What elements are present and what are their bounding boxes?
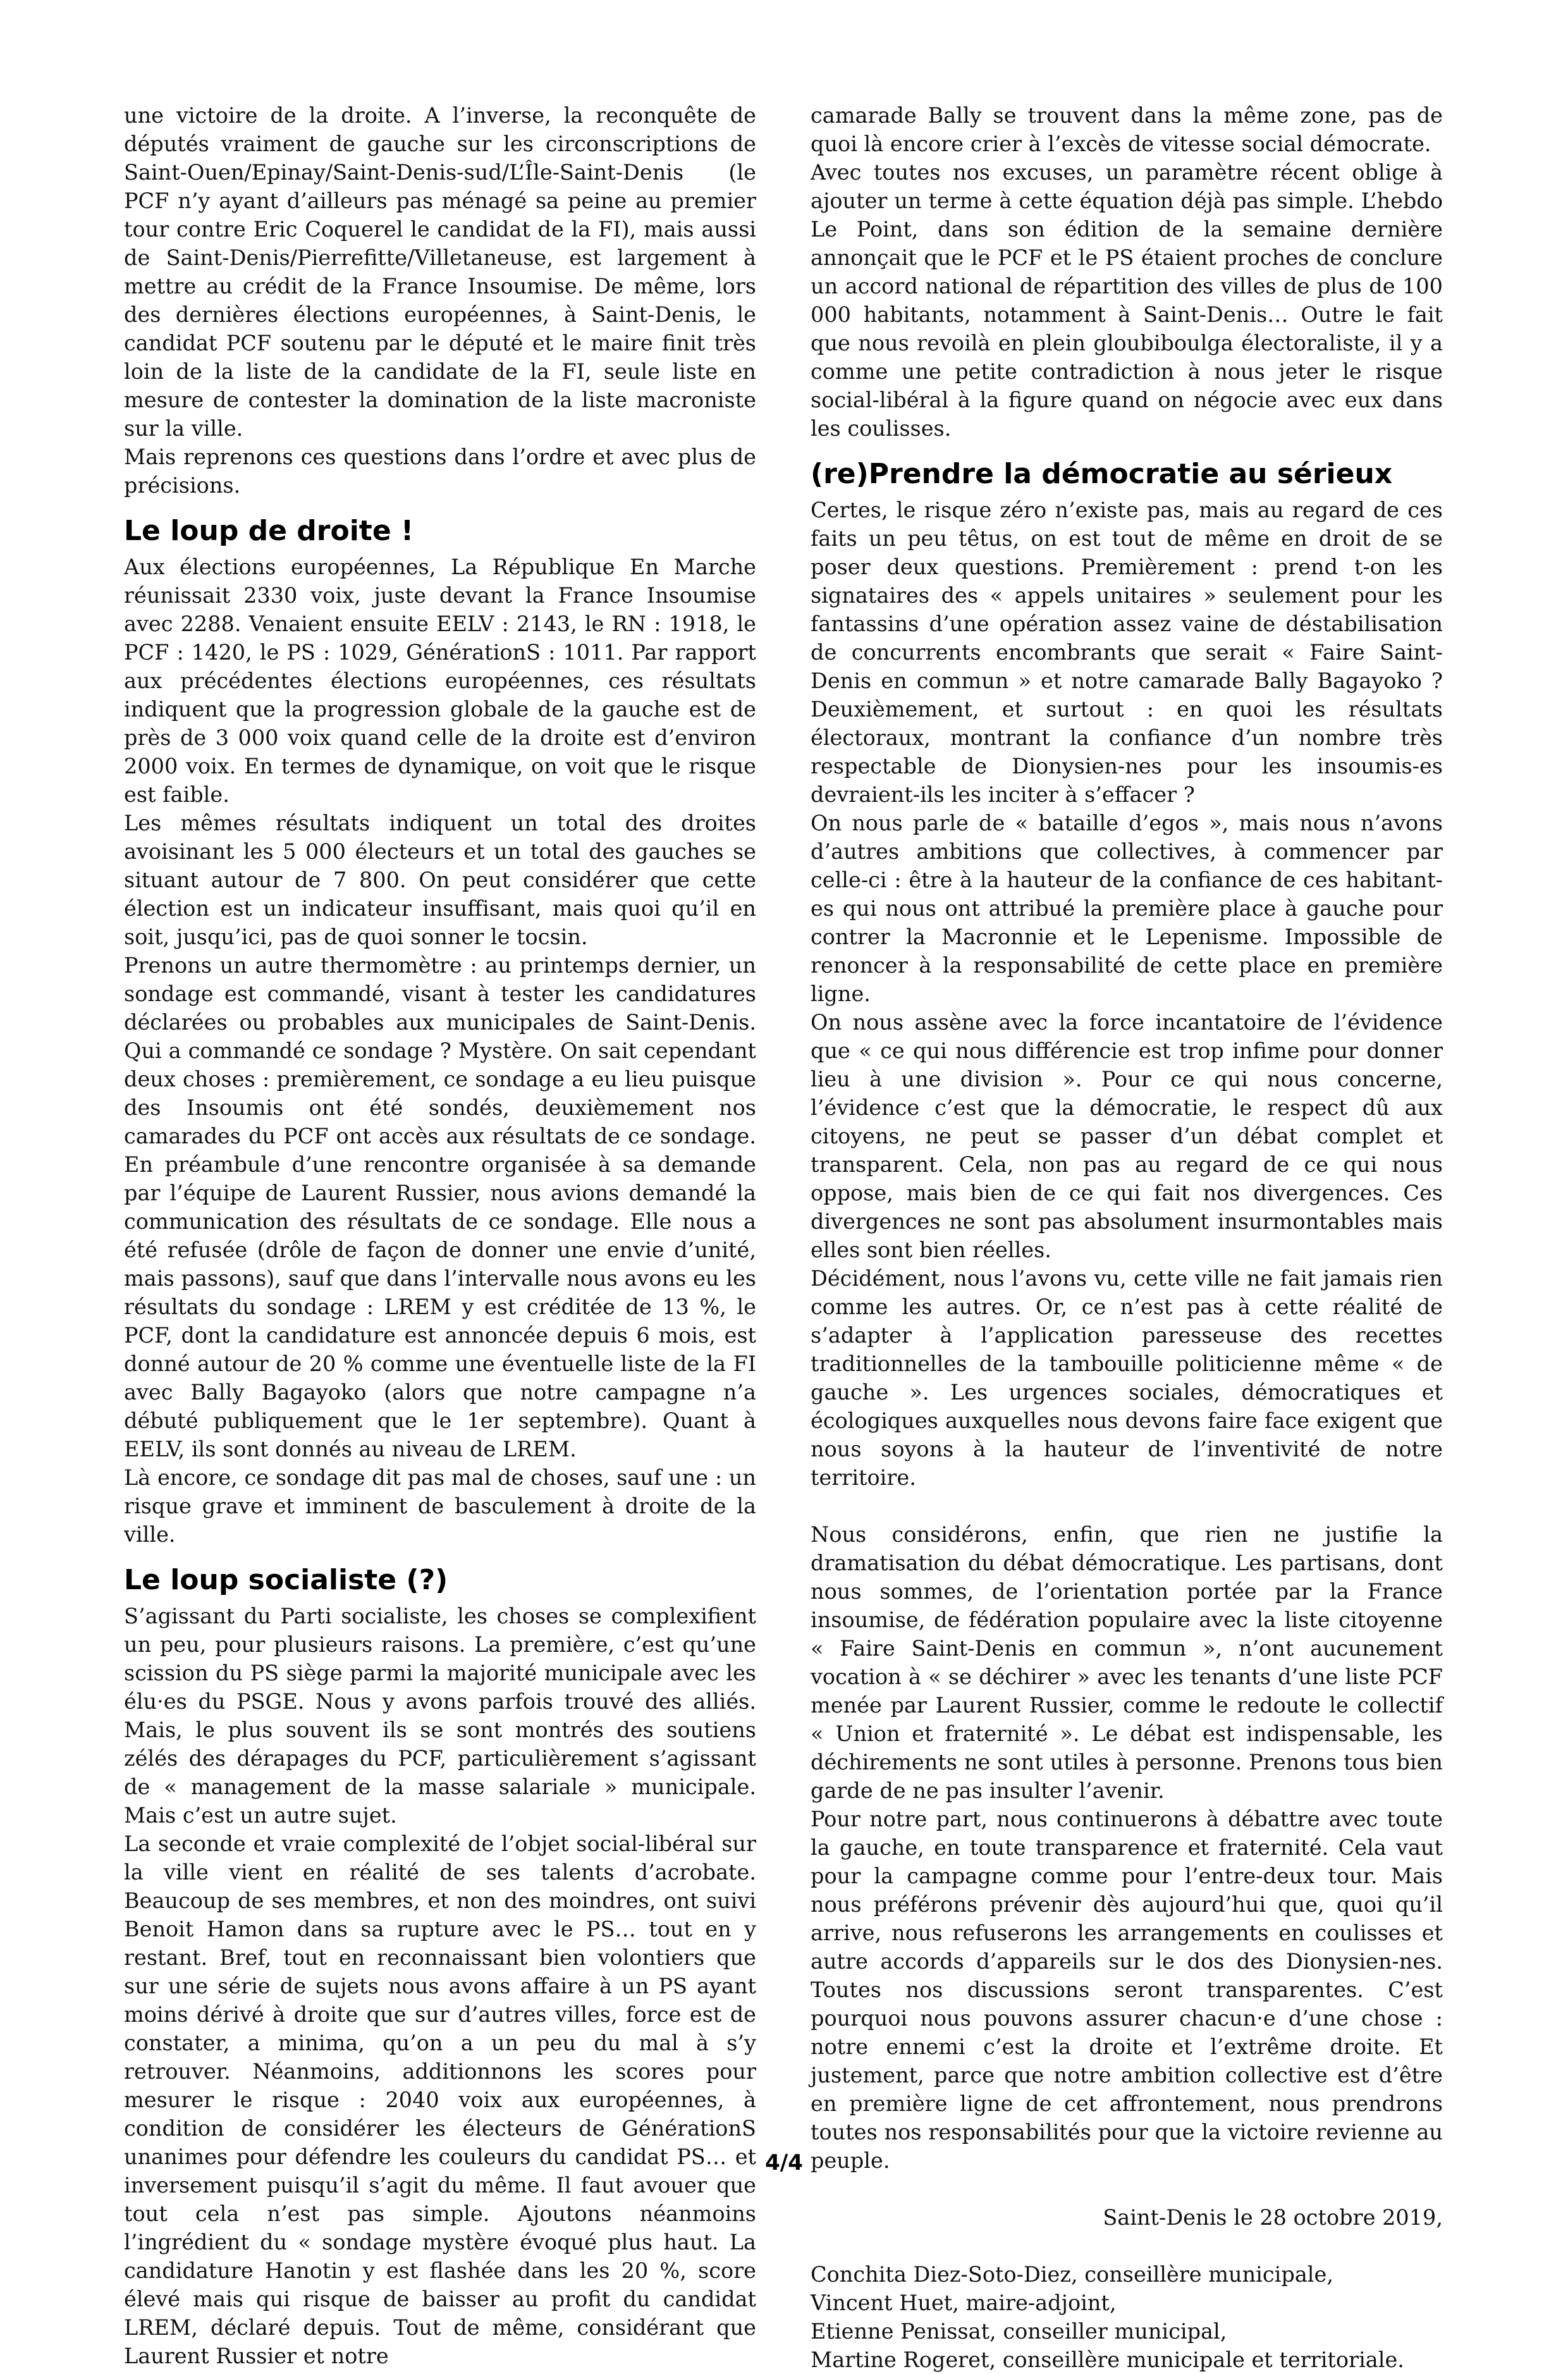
paragraph: Là encore, ce sondage dit pas mal de choses, sauf une : un risque grave et imminent de basculement à droite de la ville.	[124, 1465, 756, 1547]
paragraph: Avec toutes nos excuses, un paramètre récent oblige à ajouter un terme à cette équation déjà pas simple. L’hebdo Le Point, dans son édition de la semaine dernière annonçait que le PCF et le PS étaient proches de conclure un accord national de répartition des villes de plus de 100 000 habitants, notamment à Saint-Denis… Outre le fait que nous revoilà en plein gloubiboulga électoraliste, il y a comme une petite contradiction à nous jeter le risque social-libéral à la figure quand on négocie avec eux dans les coulisses.	[811, 160, 1443, 441]
paragraph: Décidément, nous l’avons vu, cette ville ne fait jamais rien comme les autres. Or, ce n’est pas à cette réalité de s’adapter à l’application paresseuse des recettes traditionnelles de la tambouille politicienne même « de gauche ». Les urgences sociales, démocratiques et écologiques auxquelles nous devons faire face exigent que nous soyons à la hauteur de l’inventivité de notre territoire.	[811, 1266, 1443, 1490]
left-column	[124, 101, 756, 2368]
right-column	[811, 101, 1443, 2372]
section-heading: (re)Prendre la démocratie au sérieux	[811, 458, 1393, 490]
signatory: Conchita Diez-Soto-Diez, conseillère municipale,	[811, 2262, 1333, 2287]
paragraph-spacer	[811, 2175, 1443, 2203]
paragraph: Les mêmes résultats indiquent un total des droites avoisinant les 5 000 électeurs et un total des gauches se situant autour de 7 800. On peut considérer que cette élection est un indicateur insuffisant, mais quoi qu’il en soit, jusqu’ici, pas de quoi sonner le tocsin.	[124, 811, 756, 949]
signatory: Etienne Penissat, conseiller municipal,	[811, 2319, 1227, 2344]
signature-block	[811, 2260, 1443, 2374]
paragraph: La seconde et vraie complexité de l’objet social-libéral sur la ville vient en réalité de ses talents d’acrobate. Beaucoup de ses membres, et non des moindres, ont suivi Benoit Hamon dans sa rupture avec le PS… tout en y restant. Bref, tout en reconnaissant bien volontiers que sur une série de sujets nous avons affaire à un PS ayant moins dérivé à droite que sur d’autres villes, force est de constater, a minima, qu’on a un peu du mal à s’y retrouver. Néanmoins, additionnons les scores pour mesurer le risque : 2040 voix aux européennes, à condition de considérer les électeurs de GénérationS unanimes pour défendre les couleurs du candidat PS… et inversement puisqu’il s’agit du même. Il faut avouer que tout cela n’est pas simple. Ajoutons néanmoins l’ingrédient du « sondage mystère évoqué plus haut. La candidature Hanotin y est flashée dans les 20 %, score élevé mais qui risque de baisser au profit du candidat LREM, déclaré depuis. Tout de même, considérant que Laurent Russier et notre	[124, 1831, 756, 2368]
date-line: Saint-Denis le 28 octobre 2019,	[1103, 2205, 1443, 2230]
paragraph: Aux élections européennes, La République En Marche réunissait 2330 voix, juste devant la France Insoumise avec 2288. Venaient ensuite EELV : 2143, le RN : 1918, le PCF : 1420, le PS : 1029, GénérationS : 1011. Par rapport aux précédentes élections européennes, ces résultats indiquent que la progression globale de la gauche est de près de 3 000 voix quand celle de la droite est d’environ 2000 voix. En termes de dynamique, on voit que le risque est faible.	[124, 555, 756, 807]
paragraph: Prenons un autre thermomètre : au printemps dernier, un sondage est commandé, visant à tester les candidatures déclarées ou probables aux municipales de Saint-Denis. Qui a commandé ce sondage ? Mystère. On sait cependant deux choses : premièrement, ce sondage a eu lieu puisque des Insoumis ont été sondés, deuxièmement nos camarades du PCF ont accès aux résultats de ce sondage. En préambule d’une rencontre organisée à sa demande par l’équipe de Laurent Russier, nous avions demandé la communication des résultats de ce sondage. Elle nous a été refusée (drôle de façon de donner une envie d’unité, mais passons), sauf que dans l’intervalle nous avons eu les résultats du sondage : LREM y est créditée de 13 %, le PCF, dont la candidature est annoncée depuis 6 mois, est donné autour de 20 % comme une éventuelle liste de la FI avec Bally Bagayoko (alors que notre campagne n’a débuté publiquement que le 1er septembre). Quant à EELV, ils sont donnés au niveau de LREM.	[124, 953, 756, 1461]
paragraph: Mais reprenons ces questions dans l’ordre et avec plus de précisions.	[124, 445, 756, 498]
signatory: Martine Rogeret, conseillère municipale et territoriale.	[811, 2347, 1404, 2372]
paragraph: Pour notre part, nous continuerons à débattre avec toute la gauche, en toute transparence et fraternité. Cela vaut pour la campagne comme pour l’entre-deux tour. Mais nous préférons prévenir dès aujourd’hui que, quoi qu’il arrive, nous refuserons les arrangements en coulisses et autre accords d’appareils sur le dos des Dionysien-nes. Toutes nos discussions seront transparentes. C’est pourquoi nous pouvons assurer chacun·e d’une chose : notre ennemi c’est la droite et l’extrême droite. Et justement, parce que notre ambition collective est d’être en première ligne de cet affrontement, nous prendrons toutes nos responsabilités pour que la victoire revienne au peuple.	[811, 1807, 1443, 2173]
paragraph: Certes, le risque zéro n’existe pas, mais au regard de ces faits un peu têtus, on est tout de même en droit de se poser deux questions. Premièrement : prend t-on les signataires des « appels unitaires » seulement pour les fantassins d’une opération assez vaine de déstabilisation de concurrents encombrants que serait « Faire Saint-Denis en commun » et notre camarade Bally Bagayoko ? Deuxièmement, et surtout : en quoi les résultats électoraux, montrant la confiance d’un nombre très respectable de Dionysien-nes pour les insoumis-es devraient-ils les inciter à s’effacer ?	[811, 498, 1443, 807]
paragraph: On nous assène avec la force incantatoire de l’évidence que « ce qui nous différencie est trop infime pour donner lieu à une division ». Pour ce qui nous concerne, l’évidence c’est que la démocratie, le respect dû aux citoyens, ne peut se passer d’un débat complet et transparent. Cela, non pas au regard de ce qui nous oppose, mais bien de ce qui fait nos divergences. Ces divergences ne sont pas absolument insurmontables mais elles sont bien réelles.	[811, 1010, 1443, 1262]
signatory: Vincent Huet, maire-adjoint,	[811, 2291, 1117, 2315]
paragraph-spacer	[811, 1492, 1443, 1520]
page-number: 4/4	[765, 2150, 803, 2175]
section-heading: Le loup socialiste (?)	[124, 1564, 448, 1596]
paragraph: camarade Bally se trouvent dans la même zone, pas de quoi là encore crier à l’excès de vitesse social démocrate.	[811, 103, 1443, 156]
section-heading: Le loup de droite !	[124, 515, 414, 547]
paragraph: une victoire de la droite. A l’inverse, la reconquête de députés vraiment de gauche sur les circonscriptions de Saint-Ouen/Epinay/Saint-Denis-sud/L’Île-Saint-Denis (le PCF n’y ayant d’ailleurs pas ménagé sa peine au premier tour contre Eric Coquerel le candidat de la FI), mais aussi de Saint-Denis/Pierrefitte/Villetaneuse, est largement à mettre au crédit de la France Insoumise. De même, lors des dernières élections européennes, à Saint-Denis, le candidat PCF soutenu par le député et le maire finit très loin de la liste de la candidate de la FI, seule liste en mesure de contester la domination de la liste macroniste sur la ville.	[124, 103, 756, 441]
paragraph: Nous considérons, enfin, que rien ne justifie la dramatisation du débat démocratique. Les partisans, dont nous sommes, de l’orientation portée par la France insoumise, de fédération populaire avec la liste citoyenne « Faire Saint-Denis en commun », n’ont aucunement vocation à « se déchirer » avec les tenants d’une liste PCF menée par Laurent Russier, comme le redoute le collectif « Union et fraternité ». Le débat est indispensable, les déchirements ne sont utiles à personne. Prenons tous bien garde de ne pas insulter l’avenir.	[811, 1522, 1443, 1803]
paragraph: On nous parle de « bataille d’egos », mais nous n’avons d’autres ambitions que collectives, à commencer par celle-ci : être à la hauteur de la confiance de ces habitant-es qui nous ont attribué la première place à gauche pour contrer la Macronnie et le Lepenisme. Impossible de renoncer à la responsabilité de cette place en première ligne.	[811, 811, 1443, 1006]
paragraph: S’agissant du Parti socialiste, les choses se complexifient un peu, pour plusieurs raisons. La première, c’est qu’une scission du PS siège parmi la majorité municipale avec les élu·es du PSGE. Nous y avons parfois trouvé des alliés. Mais, le plus souvent ils se sont montrés des soutiens zélés des dérapages du PCF, particulièrement s’agissant de « management de la masse salariale » municipale. Mais c’est un autre sujet.	[124, 1604, 756, 1828]
